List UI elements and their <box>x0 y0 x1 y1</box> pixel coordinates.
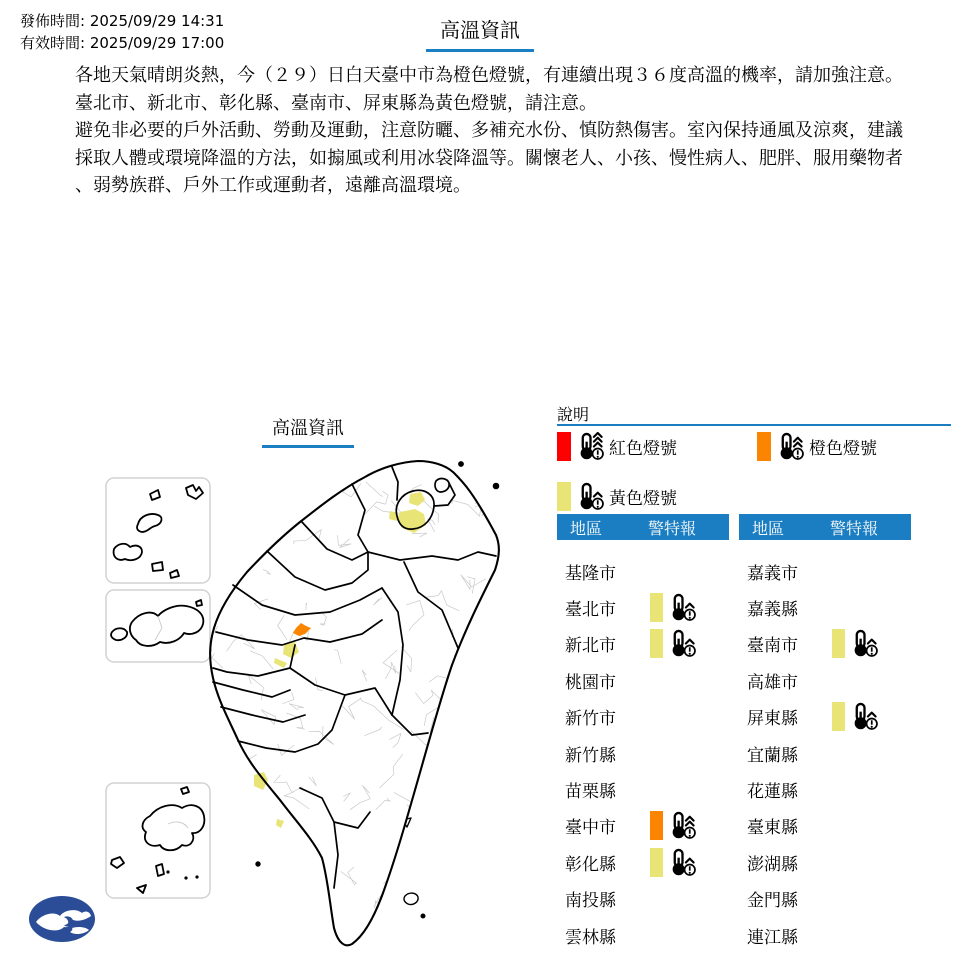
thermometer-icon <box>668 811 697 840</box>
region-name: 高雄市 <box>747 672 798 693</box>
table-row <box>739 626 911 662</box>
warning-indicator <box>650 811 697 840</box>
table-row <box>557 771 729 807</box>
publish-time: 發佈時間: 2025/09/29 14:31 <box>20 12 225 30</box>
header-region: 地區 <box>752 518 785 538</box>
warning-swatch <box>832 702 845 731</box>
page-title: 高溫資訊 <box>0 14 960 52</box>
legend-swatch <box>557 432 571 461</box>
region-name: 嘉義市 <box>747 563 798 584</box>
table-row <box>739 589 911 625</box>
legend-swatch <box>557 482 571 511</box>
legend-rule <box>557 424 951 426</box>
table-header <box>739 514 911 540</box>
warning-swatch <box>650 848 663 877</box>
region-name: 臺南市 <box>747 636 798 657</box>
region-name: 澎湖縣 <box>747 854 798 875</box>
table-row <box>739 662 911 698</box>
cwb-logo[interactable] <box>28 895 96 943</box>
warning-indicator <box>650 848 697 877</box>
table-row <box>557 917 729 953</box>
warning-indicator <box>832 702 879 731</box>
table-row <box>557 808 729 844</box>
legend-swatch <box>757 432 771 461</box>
table-rows <box>557 540 729 953</box>
table-row <box>739 553 911 589</box>
thermometer-icon <box>668 848 697 877</box>
legend-title: 說明 <box>557 405 590 424</box>
region-name: 桃園市 <box>565 672 616 693</box>
header-warning: 警特報 <box>648 518 697 538</box>
table-rows <box>739 540 911 953</box>
table-row <box>739 771 911 807</box>
warning-swatch <box>650 629 663 658</box>
thermometer-icon <box>576 482 605 511</box>
legend-item-orange <box>757 431 877 461</box>
region-table-left <box>557 514 729 953</box>
region-name: 新北市 <box>565 636 616 657</box>
table-row <box>557 699 729 735</box>
valid-time: 有效時間: 2025/09/29 17:00 <box>20 34 225 52</box>
thermometer-icon <box>668 593 697 622</box>
thermometer-icon <box>850 629 879 658</box>
warning-swatch <box>650 811 663 840</box>
table-row <box>739 735 911 771</box>
header-region: 地區 <box>570 518 603 538</box>
warning-indicator <box>832 629 879 658</box>
inset-kinmen <box>106 590 210 662</box>
table-row <box>557 881 729 917</box>
region-name: 花蓮縣 <box>747 782 798 803</box>
region-name: 屏東縣 <box>747 709 798 730</box>
table-row <box>557 589 729 625</box>
region-name: 宜蘭縣 <box>747 745 798 766</box>
table-header <box>557 514 729 540</box>
warning-indicator <box>650 593 697 622</box>
warning-swatch <box>650 593 663 622</box>
table-row <box>739 699 911 735</box>
warning-swatch <box>832 629 845 658</box>
table-row <box>557 844 729 880</box>
legend-item-yellow <box>557 481 677 511</box>
taiwan-warning-map <box>90 448 535 953</box>
table-row <box>557 735 729 771</box>
header-warning: 警特報 <box>830 518 879 538</box>
region-name: 彰化縣 <box>565 854 616 875</box>
description-line: 、弱勢族群、戶外工作或運動者，遠離高溫環境。 <box>75 175 471 196</box>
table-row <box>557 553 729 589</box>
legend-label: 橙色燈號 <box>809 438 877 459</box>
region-name: 臺北市 <box>565 600 616 621</box>
region-name: 臺中市 <box>565 818 616 839</box>
region-name: 苗栗縣 <box>565 782 616 803</box>
region-name: 基隆市 <box>565 563 616 584</box>
table-row <box>557 626 729 662</box>
region-name: 金門縣 <box>747 891 798 912</box>
description-line: 臺北市、新北市、彰化縣、臺南市、屏東縣為黃色燈號，請注意。 <box>75 92 597 114</box>
region-name: 新竹市 <box>565 709 616 730</box>
region-name: 連江縣 <box>747 927 798 948</box>
legend-item-red <box>557 431 677 461</box>
legend-label: 紅色燈號 <box>609 438 677 459</box>
map-subtitle: 高溫資訊 <box>262 414 354 448</box>
table-row <box>739 808 911 844</box>
description-line: 採取人體或環境降溫的方法，如搧風或利用冰袋降溫等。關懷老人、小孩、慢性病人、肥胖、服用藥物者 <box>75 147 903 169</box>
region-name: 雲林縣 <box>565 927 616 948</box>
description-text <box>75 62 905 200</box>
legend-label: 黃色燈號 <box>609 488 677 509</box>
region-name: 臺東縣 <box>747 818 798 839</box>
thermometer-icon <box>668 629 697 658</box>
warning-indicator <box>650 629 697 658</box>
description-line: 各地天氣晴朗炎熱，今（２９）日白天臺中市為橙色燈號，有連續出現３６度高溫的機率，請加強注意。 <box>75 65 903 86</box>
description-line: 避免非必要的戶外活動、勞動及運動，注意防曬、多補充水份、慎防熱傷害。室內保持通風及涼爽，建議 <box>75 120 903 141</box>
table-row <box>557 662 729 698</box>
region-table-right <box>739 514 911 953</box>
table-row <box>739 844 911 880</box>
table-row <box>739 917 911 953</box>
thermometer-icon <box>776 432 805 461</box>
thermometer-icon <box>576 432 605 461</box>
inset-penghu <box>106 783 210 898</box>
region-name: 嘉義縣 <box>747 600 798 621</box>
region-name: 南投縣 <box>565 891 616 912</box>
thermometer-icon <box>850 702 879 731</box>
inset-matsu <box>106 478 210 583</box>
region-name: 新竹縣 <box>565 745 616 766</box>
taiwan-island <box>210 461 499 945</box>
table-row <box>739 881 911 917</box>
